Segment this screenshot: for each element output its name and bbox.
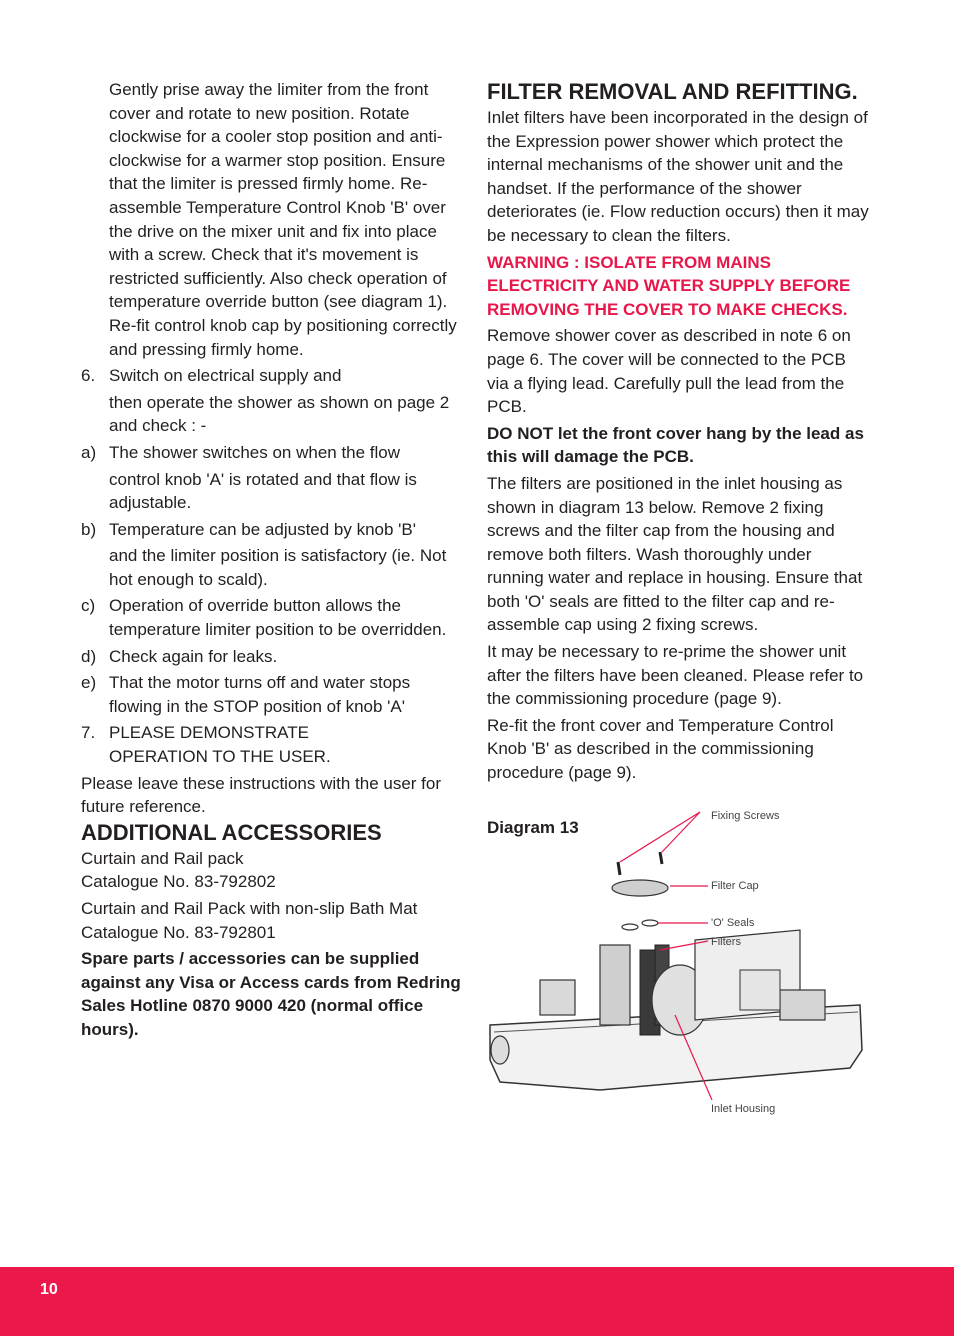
left-column [81,78,461,1042]
accessory-1-catalogue: Catalogue No. 83-792802 [81,872,276,892]
filter-cap-part [612,880,668,896]
item-b-continuation: and the limiter position is satisfactory (ie. Not hot enough to scald). [109,546,447,589]
list-item-b [81,518,461,542]
list-item-d [81,645,461,669]
fixing-screw [660,852,662,864]
list-item-6 [81,364,461,388]
list-item-a [81,441,461,465]
accessory-2 [81,897,461,944]
item6-continuation: then operate the shower as shown on page 2 and check : - [109,392,450,436]
list-text: Check again for leaks. [109,646,278,666]
accessory-2-name: Curtain and Rail Pack with non-slip Bath Mat [81,899,418,918]
list-marker: e) [81,673,97,693]
right-column [487,78,872,785]
list-text: That the motor turns off and water stops flowing in the STOP position of knob 'A' [109,673,411,716]
list-text: The shower switches on when the flow [109,442,401,462]
label-inlet-housing: Inlet Housing [711,1103,776,1115]
list-text [109,721,461,768]
list-marker: 6. [81,366,96,386]
label-filters: Filters [711,936,741,948]
diagram-13-illustration [480,800,880,1130]
label-filter-cap: Filter Cap [711,880,759,892]
filter-paragraph-3: The filters are positioned in the inlet housing as shown in diagram 13 below. Remove 2 fixing screws and the filter cap from the housing and remove both filters. Wash thoroughly under running water and replace in housing. Ensure that both 'O' seals are fitted to the filter cap and re-assemble cap using 2 fixing screws. [487,473,863,635]
item7-line2: OPERATION TO THE USER. [109,747,331,767]
page-footer [0,1267,954,1336]
list-text: Temperature can be adjusted by knob 'B' [109,519,417,539]
list-item-7 [81,721,461,768]
page-number: 10 [40,1281,58,1298]
filter-paragraph-5: Re-fit the front cover and Temperature Control Knob 'B' as described in the commissioning procedure (page 9). [487,715,834,783]
list-text: Operation of override button allows the temperature limiter position to be overridden. [109,596,447,640]
item7-line1: PLEASE DEMONSTRATE [109,723,309,743]
list-marker: 7. [81,723,96,743]
filter-paragraph-4: It may be necessary to re-prime the shower unit after the filters have been cleaned. Please refer to the commissioning procedure (page 9). [487,642,864,709]
accessories-heading: ADDITIONAL ACCESSORIES [81,819,382,845]
inlet-connector [491,1036,509,1064]
o-seal [622,924,638,930]
list-marker: b) [81,519,97,539]
label-o-seals: 'O' Seals [711,917,755,929]
list-marker: d) [81,646,97,666]
filter-paragraph-2: Remove shower cover as described in note 6 on page 6. The cover will be connected to the PCB via a flying lead. Carefully pull the lead from the PCB. [487,326,851,417]
filter-paragraph-1: Inlet filters have been incorporated in the design of the Expression power shower which protect the internal mechanisms of the shower unit and the handset. If the performance of the shower deteriorates (ie. Flow reduction occurs) then it may be necessary to clean the filters. [487,108,869,245]
leave-instructions: Please leave these instructions with the user for future reference. [81,773,442,817]
filter-heading: FILTER REMOVAL AND REFITTING. [487,79,858,104]
diagram-title: Diagram 13 [487,818,579,837]
fixing-screw [618,862,620,875]
list-marker: a) [81,442,97,462]
list-item-e [81,671,461,718]
accessory-1-name: Curtain and Rail pack [81,848,244,868]
accessory-1 [81,847,461,894]
warning-text: WARNING : ISOLATE FROM MAINS ELECTRICITY AND WATER SUPPLY BEFORE REMOVING THE COVER TO MAKE CHECKS. [487,252,851,319]
o-seal [642,920,658,926]
list-item-c [81,594,461,641]
list-marker: c) [81,596,96,616]
list-text: Switch on electrical supply and [109,366,342,386]
intro-paragraph: Gently prise away the limiter from the front cover and rotate to new position. Rotate clockwise for a cooler stop position and anti-clockwise for a warmer stop position. Ensure that the limiter is pressed firmly home. Re-assemble Temperature Control Knob 'B' over the drive on the mixer unit and fix into place with a screw. Check that it's movement is restricted sufficiently. Also check operation of temperature override button (see diagram 1). Re-fit control knob cap by positioning correctly and pressing firmly home. [109,80,457,359]
pcb-note: DO NOT let the front cover hang by the lead as this will damage the PCB. [487,423,864,467]
label-fixing-screws: Fixing Screws [711,810,780,822]
item-a-continuation: control knob 'A' is rotated and that flow is adjustable. [109,469,417,513]
accessory-2-catalogue: Catalogue No. 83-792801 [81,922,276,942]
spare-parts-note: Spare parts / accessories can be supplied against any Visa or Access cards from Redring Sales Hotline 0870 9000 420 (normal office hours). [81,949,461,1039]
